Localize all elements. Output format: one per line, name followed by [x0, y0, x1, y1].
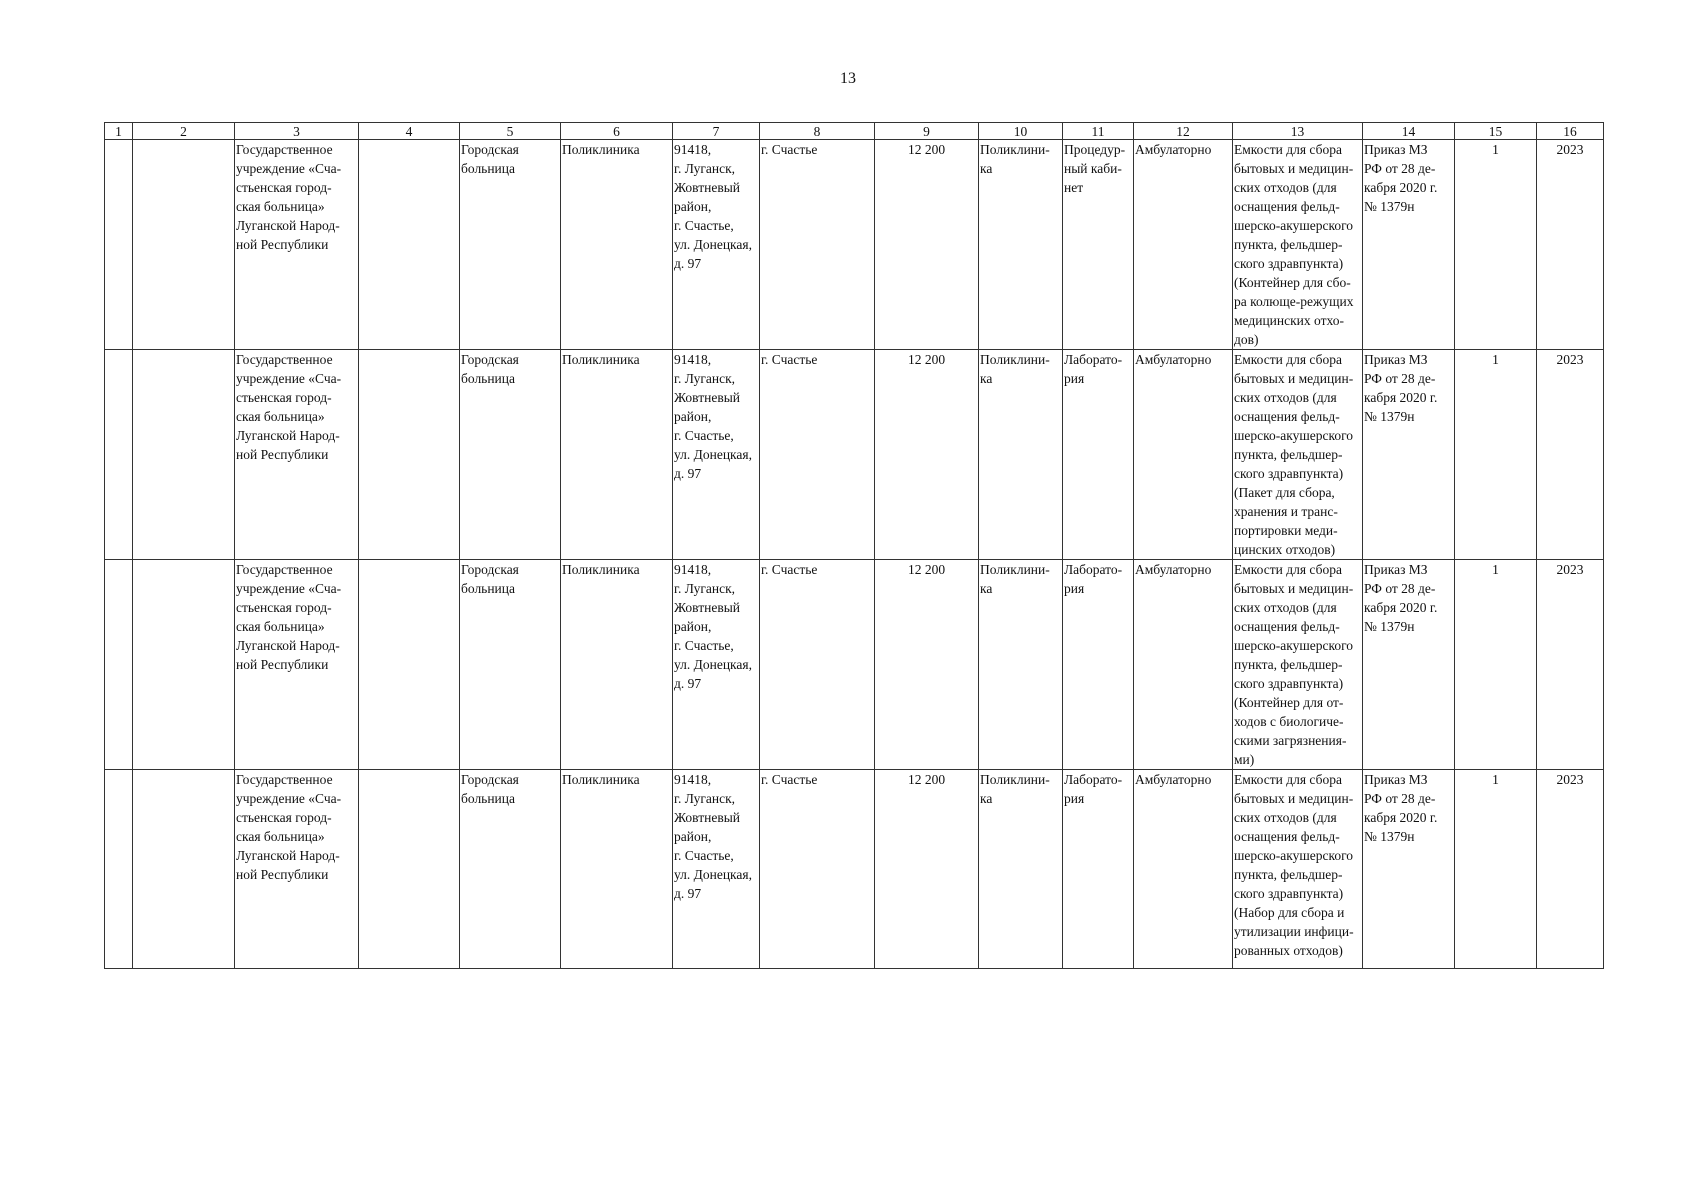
- table-cell-col-4: [359, 770, 460, 969]
- column-header: 5: [460, 123, 561, 140]
- table-cell-col-11: Процедур- ный каби- нет: [1063, 140, 1134, 350]
- column-header: 14: [1363, 123, 1455, 140]
- table-cell-col-11: Лаборато- рия: [1063, 560, 1134, 770]
- table-cell-col-1: [105, 560, 133, 770]
- table-cell-col-16: 2023: [1537, 560, 1604, 770]
- table-cell-col-8: г. Счастье: [760, 560, 875, 770]
- column-header: 2: [133, 123, 235, 140]
- table-cell-col-4: [359, 350, 460, 560]
- table-cell-col-9: 12 200: [875, 350, 979, 560]
- table-cell-col-2: [133, 350, 235, 560]
- column-header: 3: [235, 123, 359, 140]
- table-cell-col-3: Государственное учреждение «Сча- стьенская город- ская больница» Луганской Народ- ной Республики: [235, 560, 359, 770]
- equipment-table: [104, 122, 1604, 969]
- table-cell-col-10: Поликлини- ка: [979, 350, 1063, 560]
- table-cell-col-2: [133, 140, 235, 350]
- table-row: [105, 140, 1604, 350]
- table-cell-col-8: г. Счастье: [760, 140, 875, 350]
- table-cell-col-1: [105, 350, 133, 560]
- table-cell-col-14: Приказ МЗ РФ от 28 де- кабря 2020 г. № 1379н: [1363, 350, 1455, 560]
- table-cell-col-9: 12 200: [875, 770, 979, 969]
- column-header: 13: [1233, 123, 1363, 140]
- table-cell-col-13: Емкости для сбора бытовых и медицин- ских отходов (для оснащения фельд- шерско-акушерского пункта, фельдшер- ского здравпункта) (Контейнер для от- ходов с биологиче- скими загрязнения- ми): [1233, 560, 1363, 770]
- column-header: 7: [673, 123, 760, 140]
- table-cell-col-10: Поликлини- ка: [979, 140, 1063, 350]
- column-header: 10: [979, 123, 1063, 140]
- table-cell-col-5: Городская больница: [460, 560, 561, 770]
- table-cell-col-12: Амбулаторно: [1134, 350, 1233, 560]
- table-cell-col-4: [359, 140, 460, 350]
- table-cell-col-16: 2023: [1537, 350, 1604, 560]
- table-row: [105, 350, 1604, 560]
- table-cell-col-10: Поликлини- ка: [979, 770, 1063, 969]
- column-header: 12: [1134, 123, 1233, 140]
- table-row: [105, 560, 1604, 770]
- table-cell-col-1: [105, 140, 133, 350]
- table-cell-col-13: Емкости для сбора бытовых и медицин- ских отходов (для оснащения фельд- шерско-акушерского пункта, фельдшер- ского здравпункта) (Пакет для сбора, хранения и транс- портировки меди- цинских отходов): [1233, 350, 1363, 560]
- table-cell-col-5: Городская больница: [460, 350, 561, 560]
- table-cell-col-7: 91418, г. Луганск, Жовтневый район, г. Счастье, ул. Донецкая, д. 97: [673, 770, 760, 969]
- table-cell-col-4: [359, 560, 460, 770]
- table-cell-col-6: Поликлиника: [561, 350, 673, 560]
- table-cell-col-2: [133, 560, 235, 770]
- table-cell-col-9: 12 200: [875, 140, 979, 350]
- column-header: 1: [105, 123, 133, 140]
- table-cell-col-15: 1: [1455, 770, 1537, 969]
- table-cell-col-14: Приказ МЗ РФ от 28 де- кабря 2020 г. № 1379н: [1363, 560, 1455, 770]
- column-header: 9: [875, 123, 979, 140]
- table-cell-col-6: Поликлиника: [561, 560, 673, 770]
- table-cell-col-13: Емкости для сбора бытовых и медицин- ских отходов (для оснащения фельд- шерско-акушерского пункта, фельдшер- ского здравпункта) (Контейнер для сбо- ра колюще-режущих медицинских отхо- дов): [1233, 140, 1363, 350]
- table-cell-col-12: Амбулаторно: [1134, 770, 1233, 969]
- table-cell-col-13: Емкости для сбора бытовых и медицин- ских отходов (для оснащения фельд- шерско-акушерского пункта, фельдшер- ского здравпункта) (Набор для сбора и утилизации инфици- рованных отходов): [1233, 770, 1363, 969]
- table-cell-col-7: 91418, г. Луганск, Жовтневый район, г. Счастье, ул. Донецкая, д. 97: [673, 560, 760, 770]
- table-cell-col-3: Государственное учреждение «Сча- стьенская город- ская больница» Луганской Народ- ной Республики: [235, 140, 359, 350]
- table-cell-col-14: Приказ МЗ РФ от 28 де- кабря 2020 г. № 1379н: [1363, 140, 1455, 350]
- table-cell-col-15: 1: [1455, 350, 1537, 560]
- table-cell-col-12: Амбулаторно: [1134, 560, 1233, 770]
- table-cell-col-7: 91418, г. Луганск, Жовтневый район, г. Счастье, ул. Донецкая, д. 97: [673, 350, 760, 560]
- column-header: 4: [359, 123, 460, 140]
- table-cell-col-11: Лаборато- рия: [1063, 350, 1134, 560]
- table-cell-col-11: Лаборато- рия: [1063, 770, 1134, 969]
- column-header: 11: [1063, 123, 1134, 140]
- table-cell-col-14: Приказ МЗ РФ от 28 де- кабря 2020 г. № 1379н: [1363, 770, 1455, 969]
- table-cell-col-6: Поликлиника: [561, 140, 673, 350]
- table-cell-col-9: 12 200: [875, 560, 979, 770]
- table-cell-col-8: г. Счастье: [760, 350, 875, 560]
- column-header: 15: [1455, 123, 1537, 140]
- table-cell-col-15: 1: [1455, 560, 1537, 770]
- table-cell-col-16: 2023: [1537, 140, 1604, 350]
- page-number: 13: [840, 70, 856, 87]
- table-body: [105, 140, 1604, 969]
- table-cell-col-2: [133, 770, 235, 969]
- table-cell-col-7: 91418, г. Луганск, Жовтневый район, г. Счастье, ул. Донецкая, д. 97: [673, 140, 760, 350]
- table-cell-col-8: г. Счастье: [760, 770, 875, 969]
- table-cell-col-16: 2023: [1537, 770, 1604, 969]
- table-cell-col-10: Поликлини- ка: [979, 560, 1063, 770]
- column-header: 6: [561, 123, 673, 140]
- table-cell-col-3: Государственное учреждение «Сча- стьенская город- ская больница» Луганской Народ- ной Республики: [235, 350, 359, 560]
- table-cell-col-5: Городская больница: [460, 770, 561, 969]
- table-row: [105, 770, 1604, 969]
- table-cell-col-15: 1: [1455, 140, 1537, 350]
- header-row: [105, 123, 1604, 140]
- table-cell-col-5: Городская больница: [460, 140, 561, 350]
- column-header: 16: [1537, 123, 1604, 140]
- table-cell-col-1: [105, 770, 133, 969]
- table-cell-col-6: Поликлиника: [561, 770, 673, 969]
- table-cell-col-3: Государственное учреждение «Сча- стьенская город- ская больница» Луганской Народ- ной Республики: [235, 770, 359, 969]
- table-cell-col-12: Амбулаторно: [1134, 140, 1233, 350]
- column-header: 8: [760, 123, 875, 140]
